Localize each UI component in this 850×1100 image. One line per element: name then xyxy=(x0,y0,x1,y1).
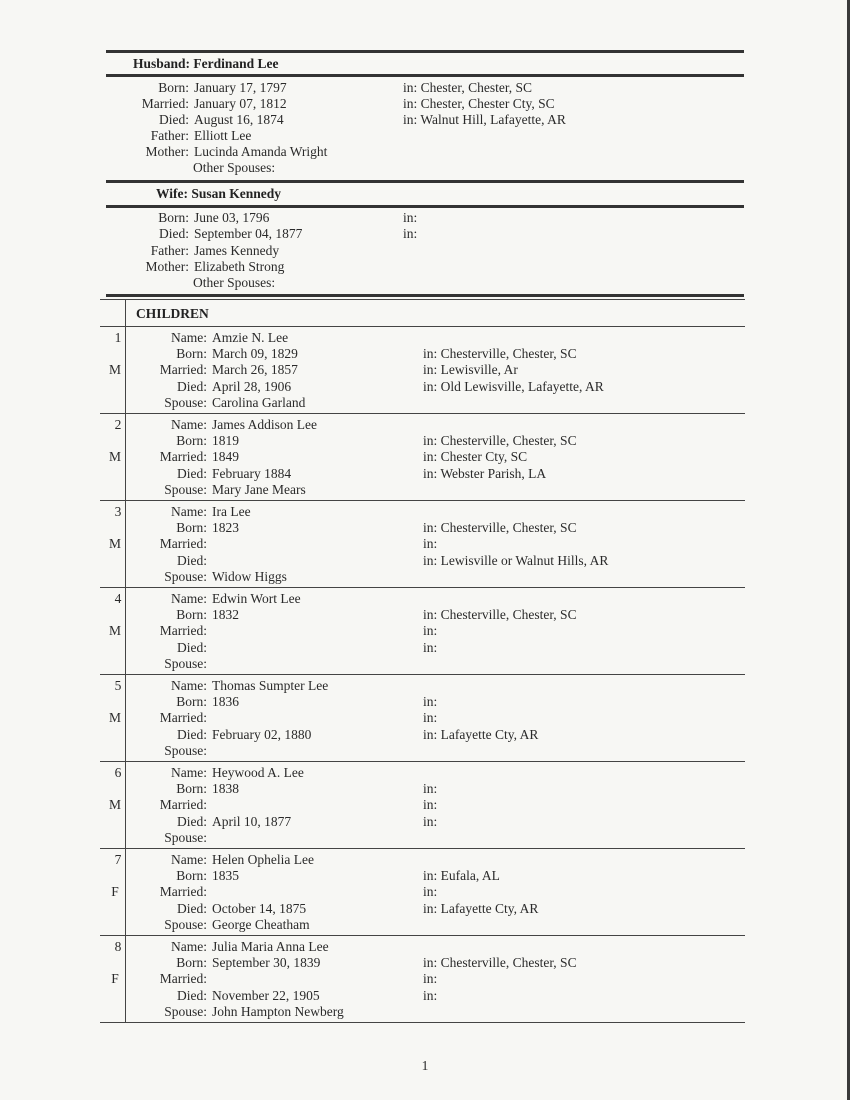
wife-field-label: Father: xyxy=(150,242,189,258)
child-field-value: March 09, 1829 xyxy=(212,346,298,362)
child-field-label: Married: xyxy=(159,710,207,726)
child-field-value: 1836 xyxy=(212,694,239,710)
child-field-place: in: xyxy=(423,694,438,710)
child-field-label: Spouse: xyxy=(164,742,207,758)
rule-husband xyxy=(106,74,744,77)
wife-field-value: June 03, 1796 xyxy=(194,210,270,225)
child-field-place: in: Webster Parish, LA xyxy=(423,465,547,481)
child-field-label: Name: xyxy=(171,852,207,867)
child-field-label: Married: xyxy=(159,971,207,987)
child-field-label: Born: xyxy=(176,607,207,623)
husband-field-value: Lucinda Amanda Wright xyxy=(194,144,328,159)
child-field-value: November 22, 1905 xyxy=(212,987,320,1003)
child-sex: M xyxy=(108,710,121,725)
child-number: 8 xyxy=(114,939,122,954)
child-field-label: Name: xyxy=(171,504,207,519)
child-field-value: 1819 xyxy=(212,433,239,449)
child-field-place: in: xyxy=(423,797,438,813)
child-field-place: in: xyxy=(423,710,438,726)
child-field-value: Ira Lee xyxy=(212,504,251,519)
child-field-place: in: xyxy=(423,623,438,639)
child-field-place: in: xyxy=(423,987,438,1003)
child-field-value: Carolina Garland xyxy=(212,394,306,410)
child-field-place: in: xyxy=(423,884,438,900)
child-field-place: in: Chesterville, Chester, SC xyxy=(423,955,577,971)
child-field-label: Born: xyxy=(176,694,207,710)
child-number: 4 xyxy=(114,591,122,606)
husband-field-place: in: Chester, Chester Cty, SC xyxy=(403,96,555,111)
child-field-value: 1835 xyxy=(212,868,239,884)
husband-field-value: August 16, 1874 xyxy=(194,112,284,127)
wife-field-label: Died: xyxy=(159,226,189,242)
child-field-value: James Addison Lee xyxy=(212,417,317,432)
child-field-value: Helen Ophelia Lee xyxy=(212,852,314,867)
husband-field-label: Died: xyxy=(159,112,189,127)
child-separator xyxy=(100,848,745,849)
husband-field-label: Other Spouses: xyxy=(193,160,276,175)
child-field-place: in: Lafayette Cty, AR xyxy=(423,900,539,916)
child-separator xyxy=(100,500,745,501)
child-field-label: Married: xyxy=(159,449,207,465)
child-field-label: Name: xyxy=(171,330,207,345)
child-number: 3 xyxy=(114,504,122,519)
child-field-label: Died: xyxy=(177,552,207,568)
child-number: 5 xyxy=(114,678,122,693)
child-field-label: Spouse: xyxy=(164,568,207,584)
child-field-value: October 14, 1875 xyxy=(212,900,307,916)
wife-field-place: in: xyxy=(403,226,418,242)
child-field-label: Name: xyxy=(171,939,207,954)
child-field-label: Died: xyxy=(177,987,207,1003)
husband-field-value: January 17, 1797 xyxy=(194,80,287,95)
child-field-label: Married: xyxy=(159,623,207,639)
child-field-label: Spouse: xyxy=(164,1003,207,1019)
wife-field-label: Born: xyxy=(158,210,189,225)
child-separator xyxy=(100,761,745,762)
rule-children-top xyxy=(106,294,744,297)
child-field-label: Spouse: xyxy=(164,916,207,932)
husband-field-label: Father: xyxy=(150,128,189,143)
wife-field-label: Other Spouses: xyxy=(193,275,276,291)
husband-field-place: in: Walnut Hill, Lafayette, AR xyxy=(403,112,566,127)
child-field-label: Name: xyxy=(171,417,207,432)
child-field-label: Name: xyxy=(171,765,207,780)
child-sex: M xyxy=(108,362,121,377)
child-field-value: 1832 xyxy=(212,607,239,623)
child-field-place: in: Chesterville, Chester, SC xyxy=(423,520,577,536)
child-field-place: in: Chester Cty, SC xyxy=(423,449,528,465)
child-field-place: in: xyxy=(423,536,438,552)
child-field-label: Died: xyxy=(177,639,207,655)
child-field-place: in: Chesterville, Chester, SC xyxy=(423,607,577,623)
child-field-label: Died: xyxy=(177,465,207,481)
child-field-place: in: Old Lewisville, Lafayette, AR xyxy=(423,378,604,394)
child-field-label: Died: xyxy=(177,900,207,916)
child-separator xyxy=(100,1022,745,1023)
child-field-label: Born: xyxy=(176,520,207,536)
child-field-value: September 30, 1839 xyxy=(212,955,321,971)
child-field-value: February 02, 1880 xyxy=(212,726,312,742)
children-header: CHILDREN xyxy=(136,306,209,321)
child-field-value: Mary Jane Mears xyxy=(212,481,306,497)
child-field-label: Died: xyxy=(177,813,207,829)
child-field-value: February 1884 xyxy=(212,465,292,481)
child-field-value: George Cheatham xyxy=(212,916,310,932)
rule-children-header xyxy=(100,326,745,327)
child-separator xyxy=(100,413,745,414)
child-number: 2 xyxy=(114,417,122,432)
child-field-place: in: Chesterville, Chester, SC xyxy=(423,346,577,362)
child-field-value: 1838 xyxy=(212,781,239,797)
child-field-label: Died: xyxy=(177,378,207,394)
child-field-label: Spouse: xyxy=(164,481,207,497)
child-sex: M xyxy=(108,449,121,464)
rule-wife-top xyxy=(106,180,744,183)
child-field-place: in: Lewisville or Walnut Hills, AR xyxy=(423,552,609,568)
child-field-value: April 28, 1906 xyxy=(212,378,292,394)
child-field-place: in: Chesterville, Chester, SC xyxy=(423,433,577,449)
child-field-value: 1849 xyxy=(212,449,239,465)
child-field-label: Spouse: xyxy=(164,829,207,845)
child-field-place: in: Lafayette Cty, AR xyxy=(423,726,539,742)
child-field-label: Born: xyxy=(176,433,207,449)
wife-field-value: September 04, 1877 xyxy=(194,226,303,242)
child-field-value: Heywood A. Lee xyxy=(212,765,304,780)
page-number: 1 xyxy=(421,1058,429,1073)
child-number: 7 xyxy=(114,852,122,867)
child-number: 1 xyxy=(114,330,122,345)
wife-header: Wife: Susan Kennedy xyxy=(156,186,282,201)
child-field-label: Name: xyxy=(171,591,207,606)
child-field-label: Died: xyxy=(177,726,207,742)
child-field-label: Married: xyxy=(159,362,207,378)
child-field-label: Spouse: xyxy=(164,655,207,671)
child-field-place: in: Eufala, AL xyxy=(423,868,500,884)
wife-field-label: Mother: xyxy=(145,258,189,274)
child-field-value: Thomas Sumpter Lee xyxy=(212,678,329,693)
child-sex: M xyxy=(108,623,121,638)
child-field-label: Spouse: xyxy=(164,394,207,410)
child-sex: F xyxy=(111,884,119,899)
child-separator xyxy=(100,674,745,675)
child-field-value: Widow Higgs xyxy=(212,568,287,584)
child-field-label: Married: xyxy=(159,797,207,813)
rule-top xyxy=(106,50,744,53)
child-sex: F xyxy=(111,971,119,986)
child-separator xyxy=(100,587,745,588)
husband-field-label: Mother: xyxy=(145,144,189,159)
child-field-place: in: xyxy=(423,971,438,987)
husband-field-value: Elliott Lee xyxy=(194,128,252,143)
child-number: 6 xyxy=(114,765,122,780)
child-field-value: March 26, 1857 xyxy=(212,362,298,378)
child-field-value: John Hampton Newberg xyxy=(212,1003,344,1019)
rule-children-top2 xyxy=(100,299,745,300)
child-field-label: Born: xyxy=(176,955,207,971)
child-field-label: Married: xyxy=(159,536,207,552)
child-sex: M xyxy=(108,797,121,812)
child-separator xyxy=(100,935,745,936)
husband-field-value: January 07, 1812 xyxy=(194,96,287,111)
child-field-label: Married: xyxy=(159,884,207,900)
husband-field-label: Married: xyxy=(141,96,189,111)
child-field-label: Born: xyxy=(176,346,207,362)
child-field-place: in: Lewisville, Ar xyxy=(423,362,518,378)
child-field-label: Born: xyxy=(176,868,207,884)
child-field-value: Julia Maria Anna Lee xyxy=(212,939,329,954)
wife-field-value: Elizabeth Strong xyxy=(194,258,285,274)
rule-wife xyxy=(106,205,744,208)
child-field-label: Born: xyxy=(176,781,207,797)
child-field-place: in: xyxy=(423,781,438,797)
child-field-value: 1823 xyxy=(212,520,239,536)
child-field-value: Edwin Wort Lee xyxy=(212,591,301,606)
husband-field-label: Born: xyxy=(158,80,189,95)
child-field-place: in: xyxy=(423,639,438,655)
wife-field-value: James Kennedy xyxy=(194,242,280,258)
child-sex: M xyxy=(108,536,121,551)
child-field-place: in: xyxy=(423,813,438,829)
child-field-label: Name: xyxy=(171,678,207,693)
husband-header: Husband: Ferdinand Lee xyxy=(133,56,279,71)
husband-field-place: in: Chester, Chester, SC xyxy=(403,80,533,95)
wife-field-place: in: xyxy=(403,210,418,225)
child-field-value: April 10, 1877 xyxy=(212,813,292,829)
child-field-value: Amzie N. Lee xyxy=(212,330,289,345)
